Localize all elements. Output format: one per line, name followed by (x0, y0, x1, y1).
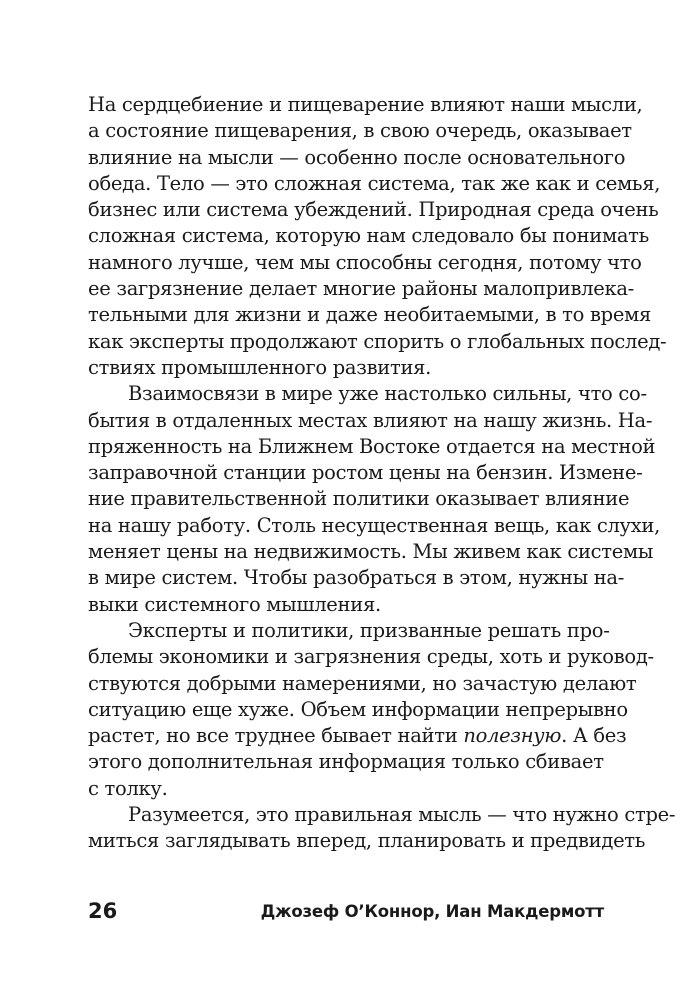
text-line: а состояние пищеварения, в свою очередь, оказывает (88, 119, 632, 143)
text-line: на нашу работу. Столь несущественная вещь, как слухи, (88, 513, 661, 537)
text-line: с толку. (88, 776, 168, 800)
text-line: обеда. Тело — это сложная система, так же как и семья, (88, 171, 661, 195)
paragraph-1 (88, 92, 667, 381)
text-line: ние правительственной политики оказывает влияние (88, 487, 630, 511)
text-line: этого дополнительная информация только сбивает (88, 750, 604, 774)
text-line: Разумеется, это правильная мысль — что нужно стре- (128, 803, 676, 827)
text-line: заправочной станции ростом цены на бензин. Измене- (88, 461, 643, 485)
text-line: Эксперты и политики, призванные решать про- (128, 618, 610, 642)
paragraph-2 (88, 381, 661, 618)
text-line: сложная система, которую нам следовало бы понимать (88, 224, 649, 248)
text-line: выки системного мышления. (88, 592, 381, 616)
text-line: влияние на мысли — особенно после основательного (88, 145, 626, 169)
text-line: миться заглядывать вперед, планировать и предвидеть (88, 829, 646, 853)
text-line: ее загрязнение делает многие районы малопривлека- (88, 277, 634, 301)
text-line: бытия в отдаленных местах влияют на нашу жизнь. На- (88, 408, 653, 432)
text-line: в мире систем. Чтобы разобраться в этом, нужны на- (88, 566, 625, 590)
body-text (88, 92, 676, 855)
text-line: На сердцебиение и пищеварение влияют наши мысли, (88, 93, 643, 116)
running-head-authors: Джозеф О’Коннор, Иан Макдермотт (260, 902, 604, 921)
text-span: растет, но все труднее бывает найти (88, 724, 464, 748)
text-line: Взаимосвязи в мире уже настолько сильны, что со- (128, 382, 647, 406)
paragraph-4 (88, 802, 676, 855)
text-line: блемы экономики и загрязнения среды, хоть и руковод- (88, 645, 654, 669)
text-line: тельными для жизни и даже необитаемыми, в то время (88, 303, 651, 327)
page-footer (88, 897, 604, 925)
page-number: 26 (88, 899, 118, 923)
text-line: намного лучше, чем мы способны сегодня, потому что (88, 250, 642, 274)
text-line (88, 723, 627, 749)
paragraph-3 (88, 618, 654, 802)
text-line: как эксперты продолжают спорить о глобальных послед- (88, 329, 667, 353)
text-line: пряженность на Ближнем Востоке отдается на местной (88, 434, 656, 458)
text-line: бизнес или система убеждений. Природная среда очень (88, 198, 659, 222)
text-line: ствиях промышленного развития. (88, 355, 432, 379)
text-line: меняет цены на недвижимость. Мы живем как системы (88, 540, 654, 564)
text-line: ситуацию еще хуже. Объем информации непрерывно (88, 697, 628, 721)
text-span: . А без (561, 724, 627, 748)
text-line: ствуются добрыми намерениями, но зачастую делают (88, 671, 637, 695)
emphasis-word: полезную (463, 724, 562, 748)
